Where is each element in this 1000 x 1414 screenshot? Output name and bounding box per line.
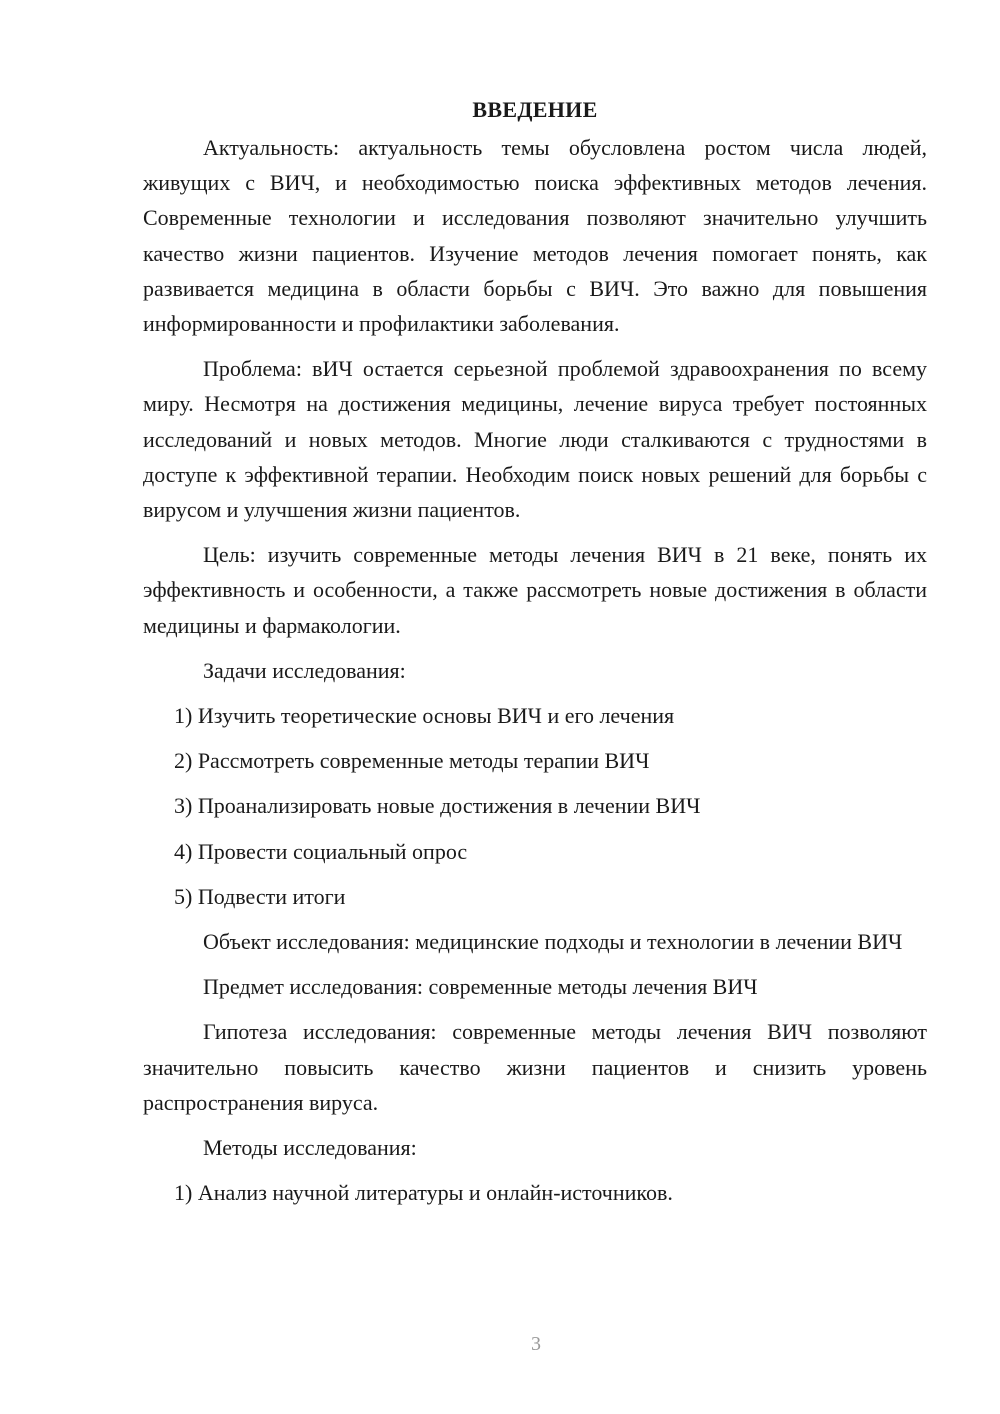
relevance-paragraph: Актуальность: актуальность темы обусловлена ростом числа людей, живущих с ВИЧ, и необходимостью поиска эффективных методов лечения. Современные технологии и исследования позволяют значительно улучшить качество жизни пациентов. Изучение методов лечения помогает понять, как развивается медицина в области борьбы с ВИЧ. Это важно для повышения информированности и профилактики заболевания. (143, 135, 927, 337)
methods-label: Методы исследования: (203, 1135, 417, 1161)
page-number: 3 (531, 1333, 541, 1355)
section-heading: ВВЕДЕНИЕ (472, 97, 598, 122)
subject-paragraph: Предмет исследования: современные методы лечения ВИЧ (203, 974, 758, 1000)
list-item: 3) Проанализировать новые достижения в лечении ВИЧ (174, 793, 701, 819)
object-paragraph: Объект исследования: медицинские подходы и технологии в лечении ВИЧ (203, 929, 903, 955)
tasks-label: Задачи исследования: (203, 657, 406, 683)
problem-paragraph: Проблема: вИЧ остается серьезной проблемой здравоохранения по всему миру. Несмотря на достижения медицины, лечение вируса требует постоянных исследований и новых методов. Многие люди сталкиваются с трудностями в доступе к эффективной терапии. Необходим поиск новых решений для борьбы с вирусом и улучшения жизни пациентов. (143, 356, 927, 523)
goal-paragraph: Цель: изучить современные методы лечения ВИЧ в 21 веке, понять их эффективность и особенности, а также рассмотреть новые достижения в области медицины и фармакологии. (143, 542, 927, 638)
methods-list (143, 1175, 927, 1210)
list-item: 5) Подвести итоги (174, 883, 346, 909)
document-page (143, 90, 927, 1220)
list-item: 2) Рассмотреть современные методы терапии ВИЧ (174, 748, 650, 774)
list-item: 1) Анализ научной литературы и онлайн-источников. (174, 1180, 673, 1206)
hypothesis-paragraph: Гипотеза исследования: современные методы лечения ВИЧ позволяют значительно повысить качество жизни пациентов и снизить уровень распространения вируса. (143, 1019, 927, 1115)
list-item: 4) Провести социальный опрос (174, 838, 468, 864)
tasks-list (143, 698, 927, 914)
list-item: 1) Изучить теоретические основы ВИЧ и его лечения (174, 703, 675, 729)
